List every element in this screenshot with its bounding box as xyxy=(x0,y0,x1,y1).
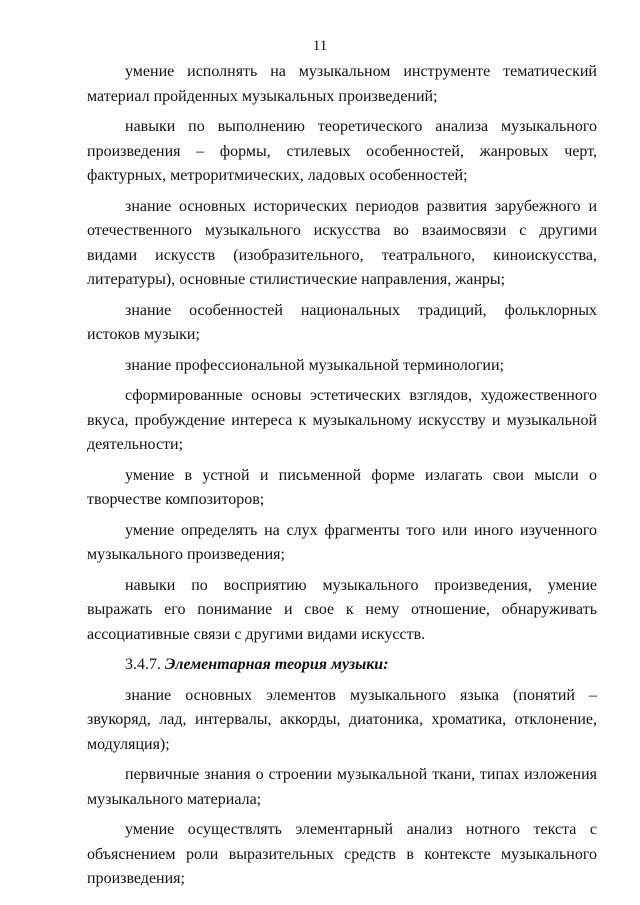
section-title: Элементарная теория музыки: xyxy=(165,656,389,673)
paragraph: умение осуществлять элементарный анализ нотного текста с объяснением роли выразительных средств в контексте музыкального произведения; xyxy=(87,821,597,887)
paragraph: знание профессиональной музыкальной терминологии; xyxy=(125,356,504,374)
paragraph: умение исполнять на музыкальном инструменте тематический материал пройденных музыкальных произведений; xyxy=(87,63,597,105)
paragraph: умение определять на слух фрагменты того или иного изученного музыкального произведения; xyxy=(87,521,597,563)
section-heading xyxy=(87,653,597,678)
paragraph: знание особенностей национальных традиций, фольклорных истоков музыки; xyxy=(87,301,597,343)
paragraph: знание основных элементов музыкального языка (понятий – звукоряд, лад, интервалы, аккорды, диатоника, хроматика, отклонение, модуляция); xyxy=(87,686,597,753)
paragraph: первичные знания о строении музыкальной ткани, типах изложения музыкального материала; xyxy=(87,766,597,808)
paragraph: умение в устной и письменной форме излагать свои мысли о творчестве композиторов; xyxy=(87,466,597,508)
page-number: 11 xyxy=(312,38,328,54)
paragraph: знание основных исторических периодов развития зарубежного и отечественного музыкального искусства во взаимосвязи с другими видами искусств (изобразительного, театрального, киноискусства, литературы), основные стилистические направления, жанры; xyxy=(87,197,597,288)
section-number: 3.4.7. xyxy=(125,656,161,673)
paragraph: навыки по восприятию музыкального произведения, умение выражать его понимание и свое к нему отношение, обнаруживать ассоциативные связи с другими видами искусств. xyxy=(87,576,597,643)
paragraph: навыки по выполнению теоретического анализа музыкального произведения – формы, стилевых особенностей, жанровых черт, фактурных, метроритмических, ладовых особенностей; xyxy=(87,118,597,184)
paragraph: сформированные основы эстетических взглядов, художественного вкуса, пробуждение интереса к музыкальному искусству и музыкальной деятельности; xyxy=(87,387,597,453)
document-body xyxy=(87,60,597,898)
